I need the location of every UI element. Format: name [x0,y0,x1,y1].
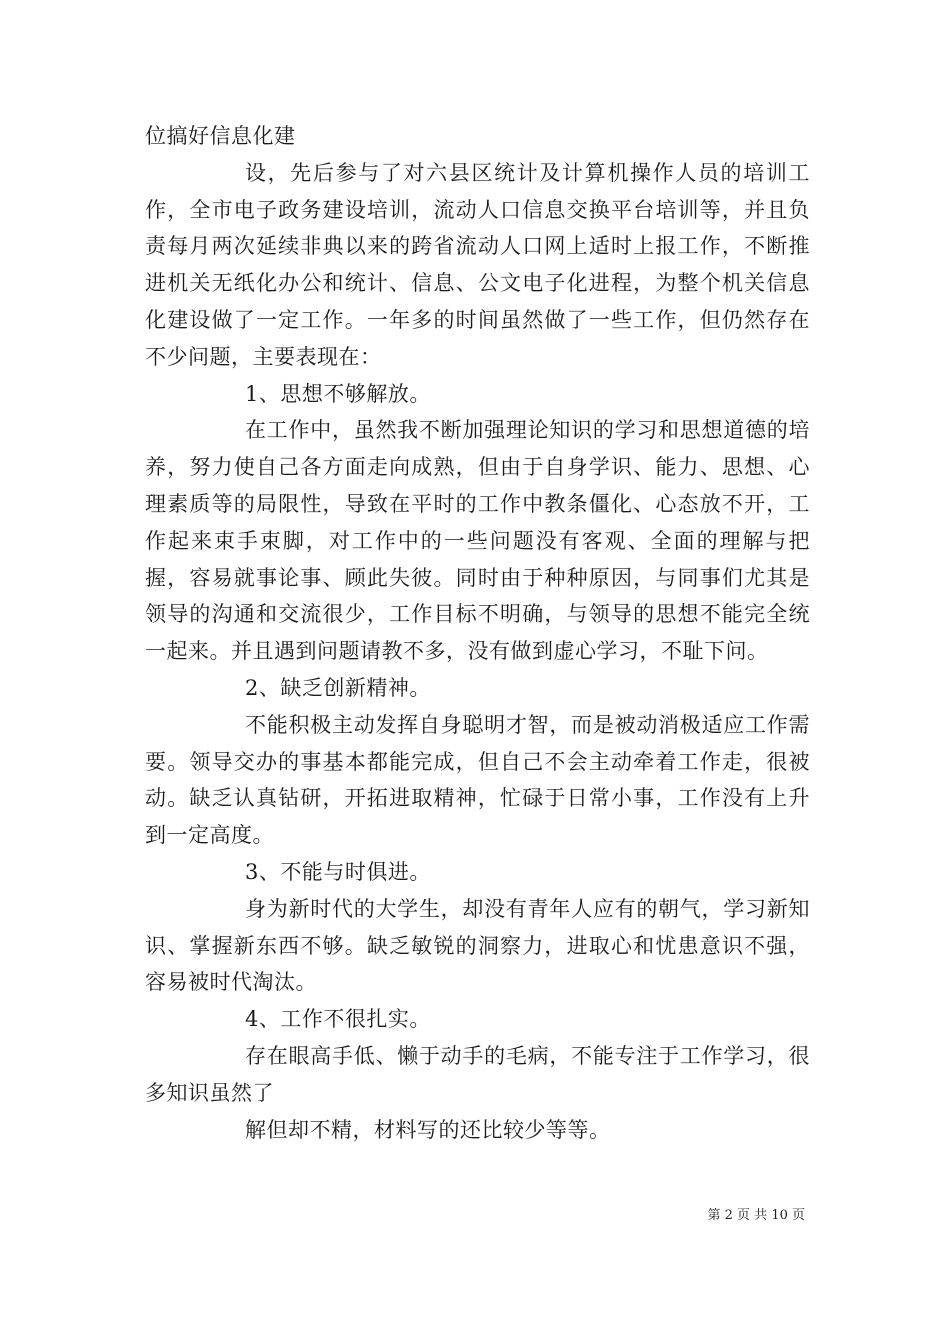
page-number-footer: 第 2 页 共 10 页 [707,1208,805,1223]
heading-item-1: 1、思想不够解放。 [245,381,431,406]
paragraph-1: 位搞好信息化建 [145,124,296,148]
paragraph-6: 存在眼高手低、懒于动手的毛病，不能专注于工作学习，很多知识虽然了 [145,1043,810,1105]
heading-item-4: 4、工作不很扎实。 [245,1007,431,1032]
paragraph-7: 解但却不精，材料写的还比较少等等。 [245,1117,611,1142]
paragraph-3: 在工作中，虽然我不断加强理论知识的学习和思想道德的培养，努力使自己各方面走向成熟，但由于自身学识、能力、思想、心理素质等的局限性，导致在平时的工作中教条僵化、心态放不开，工作起来束手束脚，对工作中的一些问题没有客观、全面的理解与把握，容易就事论事、顾此失彼。同时由于种种原因，与同事们尤其是领导的沟通和交流很少，工作目标不明确，与领导的思想不能完全统一起来。并且遇到问题请教不多，没有做到虚心学习，不耻下问。 [145,418,810,664]
document-body [145,118,810,1148]
paragraph-4: 不能积极主动发挥自身聪明才智，而是被动消极适应工作需要。领导交办的事基本都能完成，但自己不会主动牵着工作走，很被动。缺乏认真钻研，开拓进取精神，忙碌于日常小事，工作没有上升到一定高度。 [145,712,810,848]
paragraph-5: 身为新时代的大学生，却没有青年人应有的朝气，学习新知识、掌握新东西不够。缺乏敏锐的洞察力，进取心和忧患意识不强，容易被时代淘汰。 [145,896,810,995]
heading-item-3: 3、不能与时俱进。 [245,859,431,884]
paragraph-2: 设，先后参与了对六县区统计及计算机操作人员的培训工作，全市电子政务建设培训，流动人口信息交换平台培训等，并且负责每月两次延续非典以来的跨省流动人口网上适时上报工作，不断推进机关无纸化办公和统计、信息、公文电子化进程，为整个机关信息化建设做了一定工作。一年多的时间虽然做了一些工作，但仍然存在不少问题，主要表现在： [145,160,810,369]
heading-item-2: 2、缺乏创新精神。 [245,675,431,700]
